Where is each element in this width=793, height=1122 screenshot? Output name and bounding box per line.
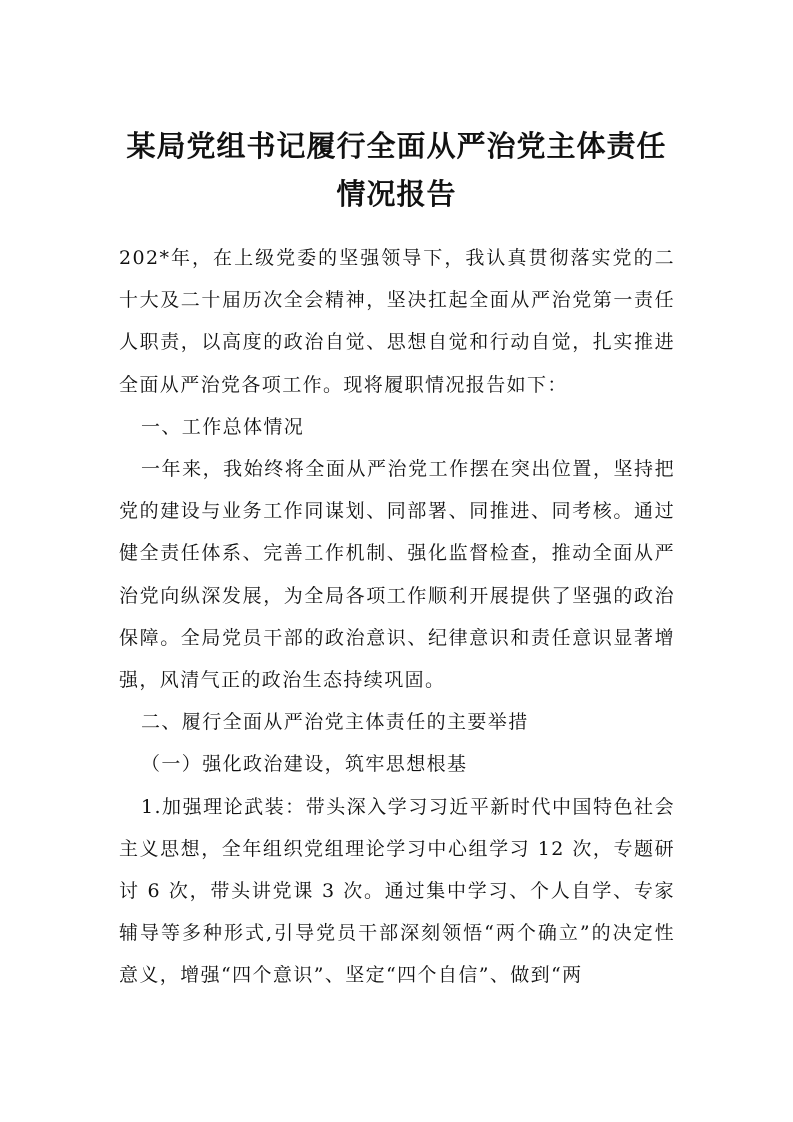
document-title-line-2: 情况报告 [336, 177, 457, 211]
overview-paragraph: 一年来，我始终将全面从严治党工作摆在突出位置，坚持把党的建设与业务工作同谋划、同部署、同推进、同考核。通过健全责任体系、完善工作机制、强化监督检查，推动全面从严治党向纵深发展，为全局各项工作顺利开展提供了坚强的政治保障。全局党员干部的政治意识、纪律意识和责任意识显著增强，风清气正的政治生态持续巩固。 [119, 458, 675, 692]
document-body [119, 237, 675, 997]
theory-paragraph: 1.加强理论武装：带头深入学习习近平新时代中国特色社会主义思想，全年组织党组理论学习中心组学习 12 次，专题研讨 6 次，带头讲党课 3 次。通过集中学习、个人自学、专家辅导等多种形式,引导党员干部深刻领悟“两个确立”的决定性意义，增强“四个意识”、坚定“四个自信”、做到“两 [119, 795, 675, 987]
section-heading-2: 二、履行全面从严治党主体责任的主要举措 [141, 711, 529, 734]
document-title-line-1: 某局党组书记履行全面从严治党主体责任 [126, 129, 667, 163]
intro-paragraph: 202*年，在上级党委的坚强领导下，我认真贯彻落实党的二十大及二十届历次全会精神，坚决扛起全面从严治党第一责任人职责，以高度的政治自觉、思想自觉和行动自觉，扎实推进全面从严治党各项工作。现将履职情况报告如下： [119, 247, 675, 396]
subsection-heading-1: （一）强化政治建设，筑牢思想根基 [141, 753, 468, 776]
section-heading-1: 一、工作总体情况 [141, 415, 305, 438]
